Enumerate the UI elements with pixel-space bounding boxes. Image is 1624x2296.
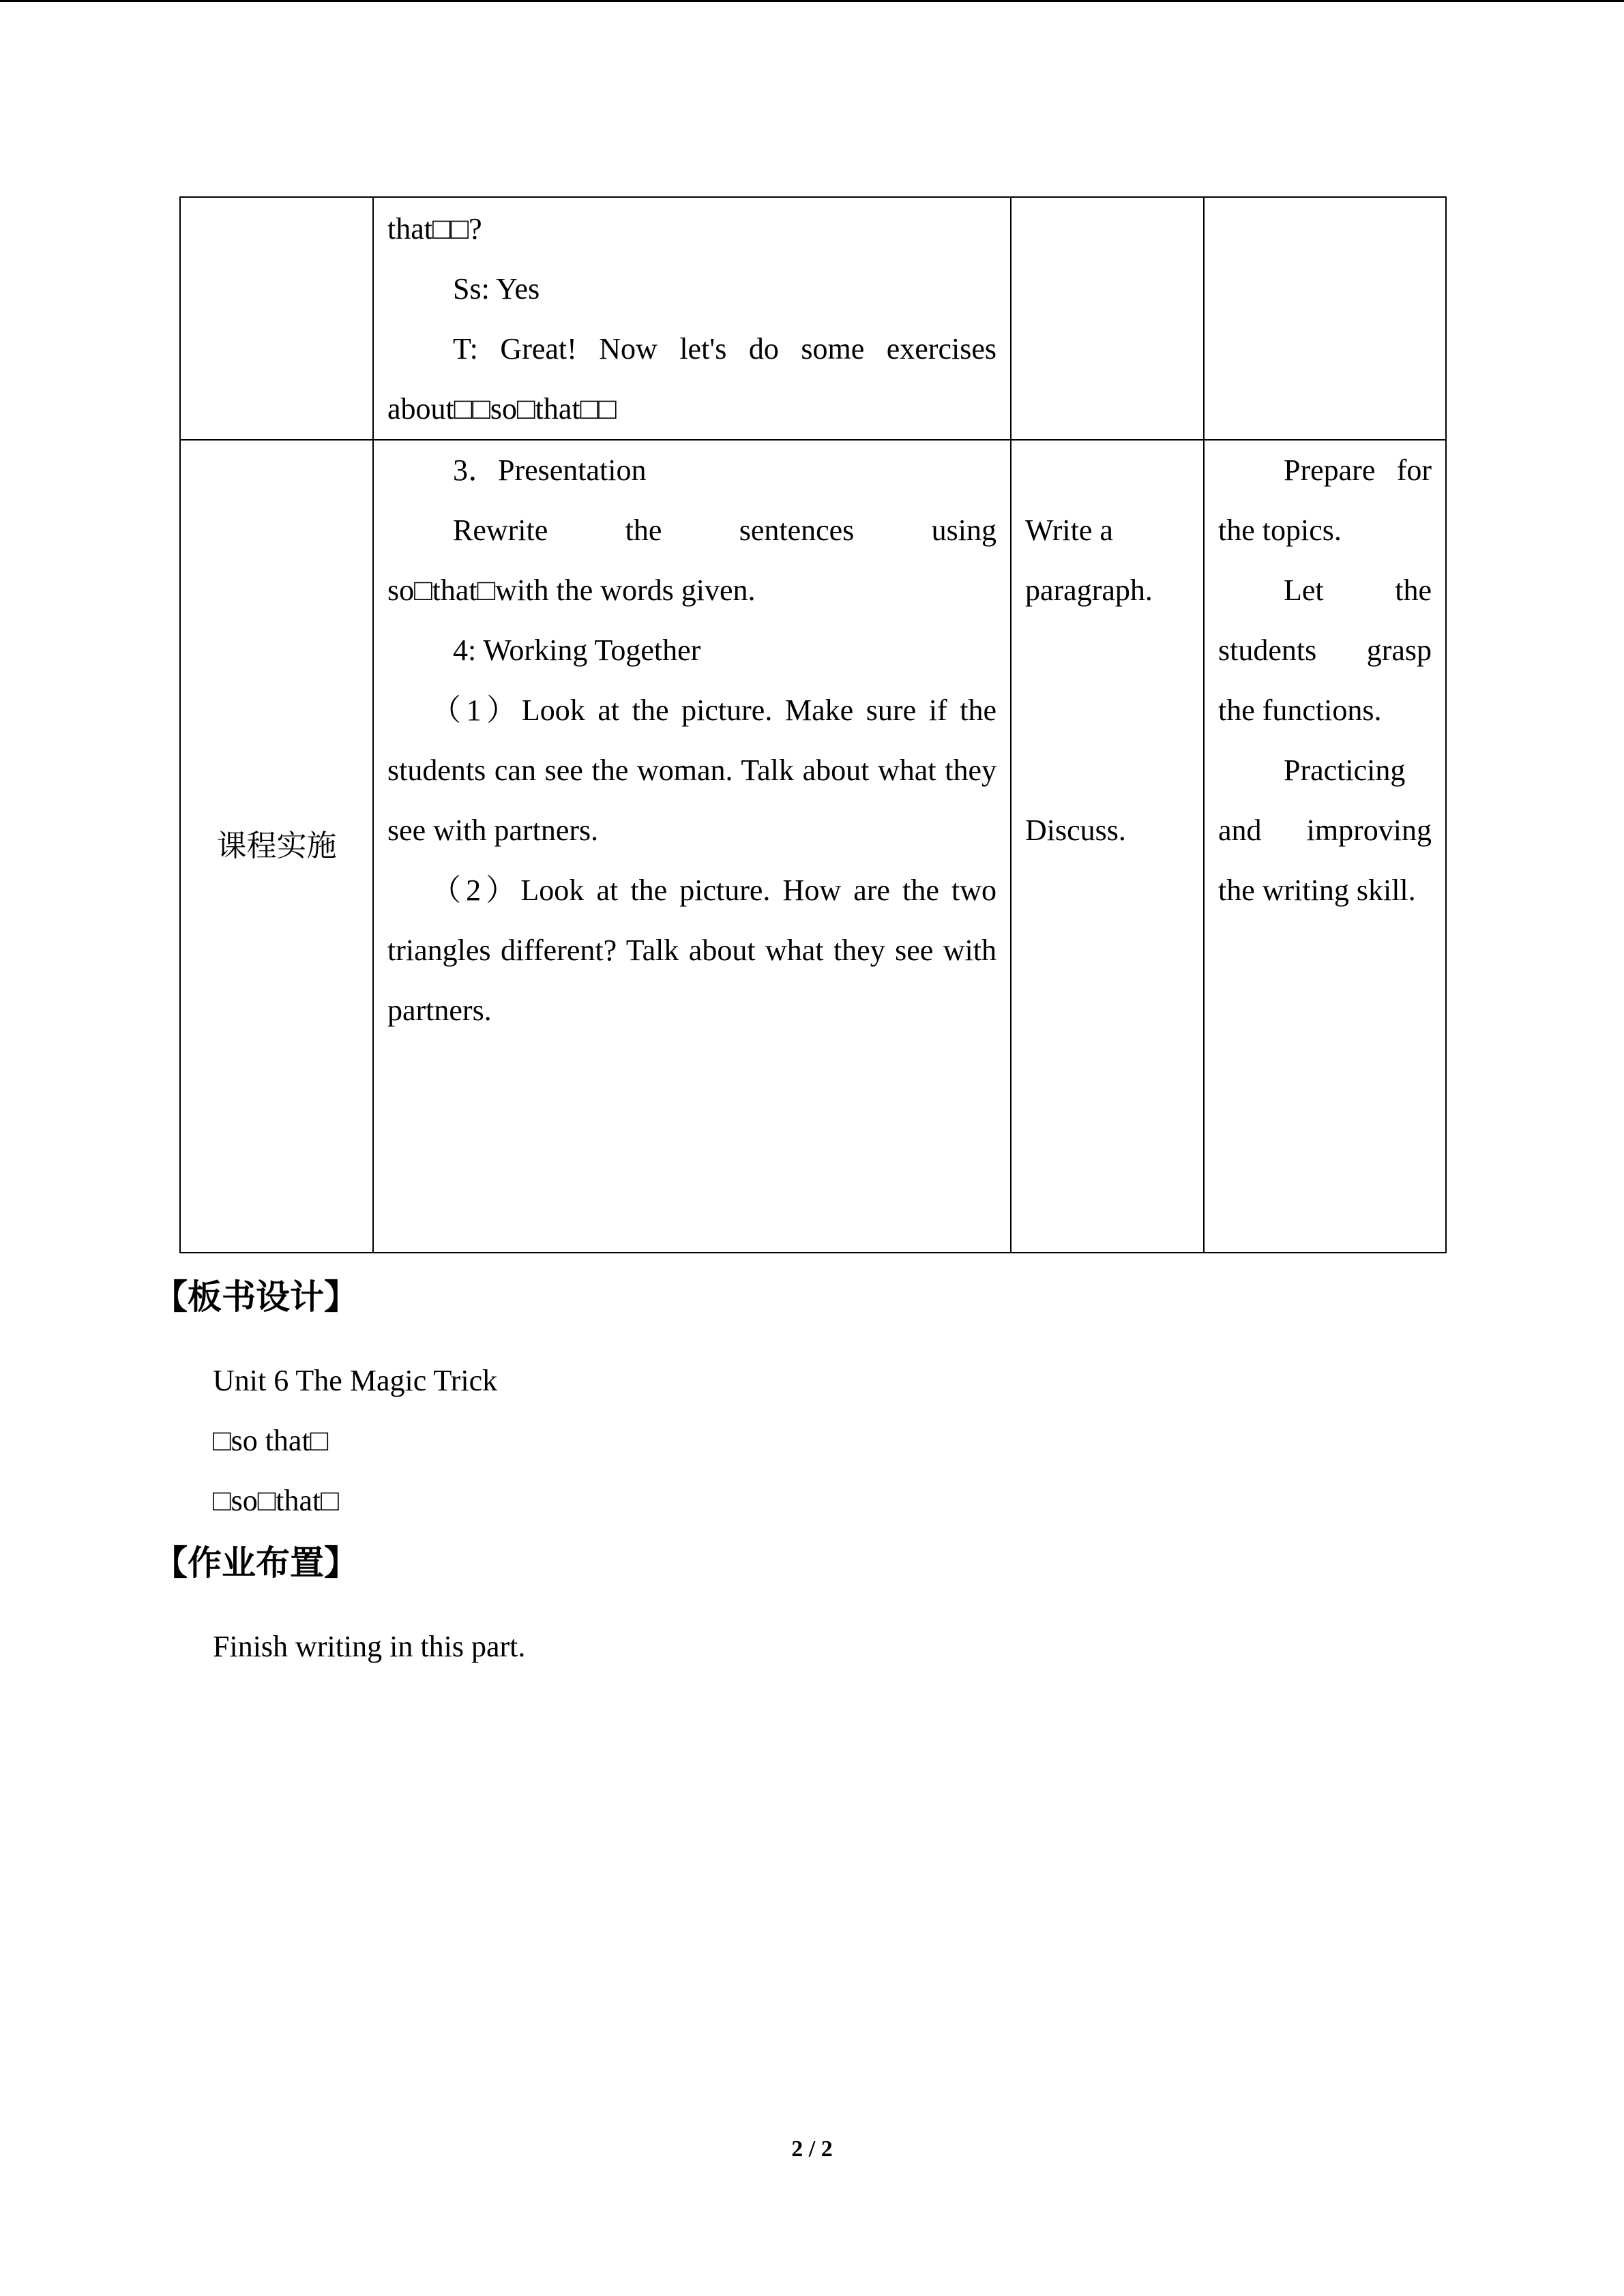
homework-text: Finish writing in this part. bbox=[213, 1630, 526, 1663]
activity-line: that□□? bbox=[387, 212, 482, 245]
presentation-heading: 3．Presentation bbox=[453, 453, 647, 487]
homework-heading: 【作业布置】 bbox=[153, 1543, 358, 1583]
course-implementation-label: 课程实施 bbox=[180, 440, 373, 1253]
purpose-text: Practicing and improving the writing skill. bbox=[1218, 754, 1432, 907]
board-line: □so that□ bbox=[213, 1424, 329, 1457]
student-activity: Write a bbox=[1025, 513, 1113, 547]
student-activity: Discuss. bbox=[1025, 814, 1126, 847]
activity-line: Ss: Yes bbox=[453, 272, 540, 305]
board-line: Unit 6 The Magic Trick bbox=[213, 1364, 498, 1397]
rewrite-instruction: so□that□with the words given. bbox=[387, 573, 756, 607]
activity-cell bbox=[373, 440, 1011, 1253]
table-row bbox=[180, 197, 1446, 440]
table-row bbox=[180, 440, 1446, 1253]
lesson-plan-table bbox=[179, 196, 1447, 1253]
activity-line: about□□so□that□□ bbox=[387, 392, 617, 426]
activity-item: （2）Look at the picture. How are the two triangles different? Talk about what they see with partners. bbox=[387, 874, 996, 1027]
purpose-cell bbox=[1204, 440, 1446, 1253]
rewrite-instruction: Rewrite the sentences using bbox=[453, 513, 996, 547]
page-number: 2 / 2 bbox=[791, 2136, 833, 2162]
board-line: □so□that□ bbox=[213, 1484, 339, 1517]
label-cell-empty bbox=[180, 197, 373, 440]
working-together-heading: 4: Working Together bbox=[453, 633, 701, 667]
activity-line: T: Great! Now let's do some exercises bbox=[453, 332, 996, 366]
purpose-cell-empty bbox=[1204, 197, 1446, 440]
student-cell-empty bbox=[1011, 197, 1204, 440]
purpose-text: Let the students grasp the functions. bbox=[1218, 573, 1432, 727]
activity-cell bbox=[373, 197, 1011, 440]
student-activity: paragraph. bbox=[1025, 573, 1153, 607]
student-cell bbox=[1011, 440, 1204, 1253]
board-design-heading: 【板书设计】 bbox=[153, 1277, 358, 1317]
activity-item: （1）Look at the picture. Make sure if the students can see the woman. Talk about what they see with partners. bbox=[387, 694, 996, 847]
purpose-text: Prepare for the topics. bbox=[1218, 453, 1432, 547]
